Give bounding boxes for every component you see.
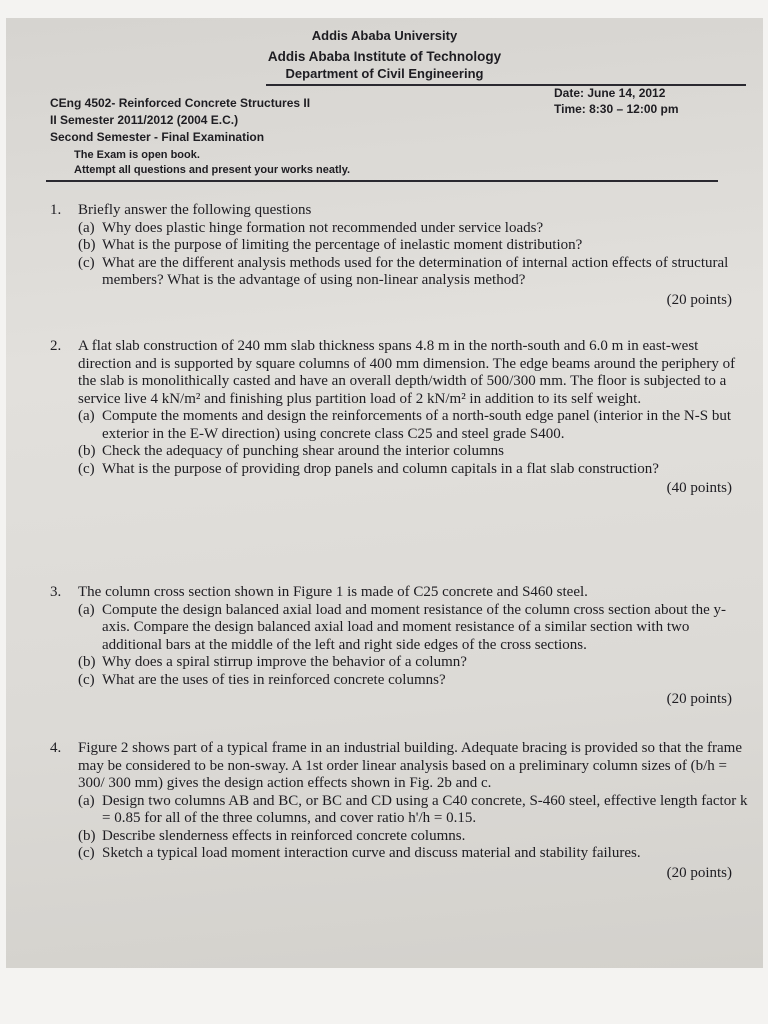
question-points: (20 points) <box>666 291 732 308</box>
question-points: (20 points) <box>666 691 732 707</box>
question-number: 2. <box>50 338 62 354</box>
question-part: (c) What are the uses of ties in reinforced concrete columns? <box>78 671 446 688</box>
institute-name: Addis Ababa Institute of Technology <box>267 49 502 64</box>
question-points: (20 points) <box>666 864 732 881</box>
question-part: (b) Why does a spiral stirrup improve the behavior of a column? <box>78 654 467 670</box>
exam-date: Date: June 14, 2012 <box>554 86 666 100</box>
exam-note-attempt-all: Attempt all questions and present your works neatly. <box>74 164 351 176</box>
question-points: (40 points) <box>666 480 732 496</box>
question-1 <box>50 202 750 309</box>
question-text: The column cross section shown in Figure 1 is made of C25 concrete and S460 steel. <box>78 584 588 600</box>
question-part: (a) Compute the design balanced axial load and moment resistance of the column cross section about the y-axis. Compare the design balanced axial load and moment resistance of a similar section with two additional bars at the middle of the left and right side edges of the cross sections. <box>78 601 726 653</box>
question-part: (a) Design two columns AB and BC, or BC and CD using a C40 concrete, S-460 steel, effective length factor k = 0.85 for all of the three columns, and cover ratio h'/h = 0.15. <box>78 792 748 826</box>
question-text: A flat slab construction of 240 mm slab thickness spans 4.8 m in the north-south and 6.0 m in east-west direction and is supported by square columns of 400 mm dimension. The edge beams around the periphery of the slab is monolithically casted and have an overall depth/width of 500/300 mm. The floor is subjected to a service live 4 kN/m² and finishing plus partition load of 2 kN/m² in addition to its self weight. <box>78 338 736 407</box>
question-text: Figure 2 shows part of a typical frame in an industrial building. Adequate bracing is provided so that the frame may be considered to be non-sway. A 1st order linear analysis based on a preliminary column sizes of (b/h = 300/ 300 mm) gives the design action effects shown in Fig. 2b and c. <box>78 740 742 791</box>
question-part: (a) Compute the moments and design the reinforcements of a north-south edge panel (interior in the N-S but exterior in the E-W direction) using concrete class C25 and steel grade S400. <box>78 408 732 442</box>
question-3 <box>50 584 750 709</box>
question-part: (c) What is the purpose of providing drop panels and column capitals in a flat slab construction? <box>78 460 659 477</box>
exam-title: Second Semester - Final Examination <box>50 130 265 144</box>
question-part: (c) What are the different analysis methods used for the determination of internal action effects of structural members? What is the advantage of using non-linear analysis method? <box>78 254 729 288</box>
question-part: (b) What is the purpose of limiting the percentage of inelastic moment distribution? <box>78 237 583 253</box>
header-rule <box>266 84 746 86</box>
exam-time: Time: 8:30 – 12:00 pm <box>554 102 679 116</box>
university-name: Addis Ababa University <box>311 28 458 43</box>
question-part: (b) Describe slenderness effects in reinforced concrete columns. <box>78 827 466 844</box>
meta-rule <box>46 180 718 182</box>
question-number: 3. <box>50 584 62 600</box>
question-part: (c) Sketch a typical load moment interaction curve and discuss material and stability failures. <box>78 845 641 861</box>
question-number: 1. <box>50 202 62 218</box>
department-name: Department of Civil Engineering <box>285 66 484 81</box>
question-part: (a) Why does plastic hinge formation not recommended under service loads? <box>78 219 544 236</box>
course-code: CEng 4502- Reinforced Concrete Structures II <box>50 96 311 110</box>
exam-paper <box>6 18 763 968</box>
question-text: Briefly answer the following questions <box>78 202 312 218</box>
question-part: (b) Check the adequacy of punching shear around the interior columns <box>78 443 504 459</box>
semester-info: II Semester 2011/2012 (2004 E.C.) <box>50 113 239 127</box>
question-4 <box>50 740 750 882</box>
exam-note-open-book: The Exam is open book. <box>74 149 200 161</box>
question-2 <box>50 338 750 498</box>
question-number: 4. <box>50 740 62 756</box>
